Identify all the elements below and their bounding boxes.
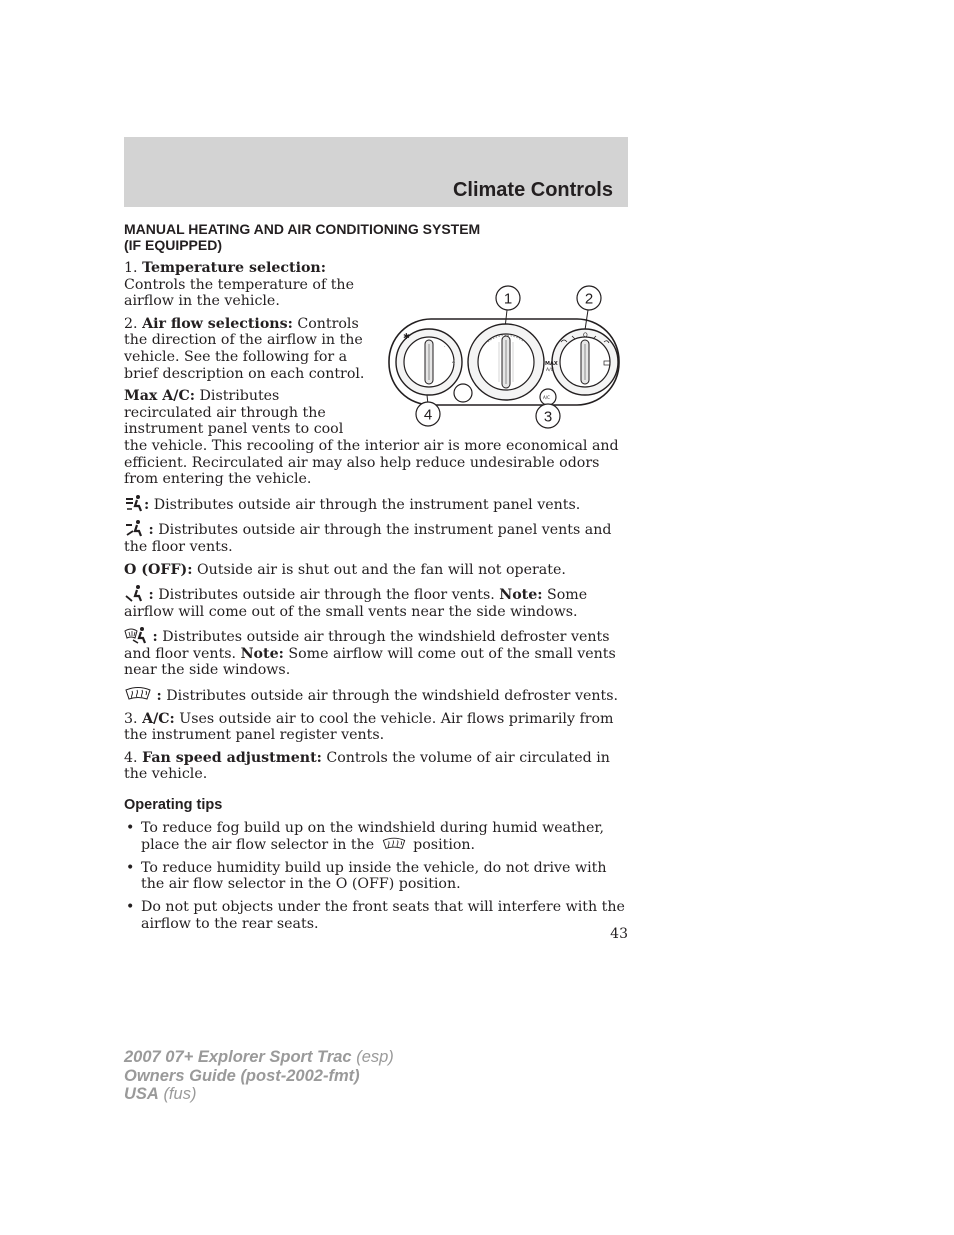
defrost-icon [379,836,409,852]
ac-item: 3. A/C: Uses outside air to cool the vehicle. Air flows primarily from the instrument panel register vents. [124,710,614,744]
airflow-selections-label: Air flow selections: [142,315,293,332]
main-content [124,221,628,938]
list-item: • Do not put objects under the front seats that will interfere with the airflow to the rear seats. [126,899,625,932]
footer-line2: Owners Guide (post-2002-fmt) [124,1066,360,1085]
header-band [124,137,628,207]
svg-text:3: 3 [543,408,553,426]
fan-speed-item: 4. Fan speed adjustment: Controls the volume of air circulated in the vehicle. [124,749,610,783]
fan-speed-knob [396,329,462,395]
defrost-icon [124,685,152,703]
operating-tips-title: Operating tips [124,797,223,814]
svg-text:1: 1 [503,290,513,308]
off-label: O [583,332,588,339]
max-ac-label: Max A/C: [124,388,196,405]
list-item: • To reduce humidity build up inside the vehicle, do not drive with the air flow selector in the O (OFF) position. [126,859,607,893]
floor-defrost-item: : Distributes outside air through the windshield defroster vents and floor vents. Note: Some airflow will come out of the small vents near the side windows. [124,626,628,679]
panel-floor-vent-item: : Distributes outside air through the instrument panel vents and the floor vents. [124,519,628,555]
svg-text:4: 4 [423,406,433,424]
off-label: O (OFF): [124,561,193,578]
ac-button-label: A/C [543,395,550,400]
svg-text:2: 2 [584,290,594,308]
floor-defrost-icon [124,626,148,644]
defrost-item: : Distributes outside air through the windshield defroster vents. [124,685,628,705]
page-title: Climate Controls [452,179,613,201]
callout-4 [416,402,440,426]
off-item: O (OFF): Outside air is shut out and the fan will not operate. [124,561,566,578]
callout-1 [496,286,520,310]
callout-2 [577,286,601,310]
temperature-selection-label: Temperature selection: [142,260,326,276]
max-ac-item: Max A/C: Distributes recirculated air through the instrument panel vents to cool the vehicle. This recooling of the interior air is more economical and efficient. Recirculated air may also help reduce undesirable odors from entering the vehicle. [124,388,619,488]
climate-control-panel-figure [375,282,630,432]
section-title-line2: (IF EQUIPPED) [124,237,223,253]
floor-vent-icon [124,584,144,602]
fan-speed-label: Fan speed adjustment: [142,749,322,766]
max-ac-label: A/C [546,368,554,373]
callout-3 [536,404,560,428]
ac-label: A/C: [142,710,175,727]
recirc-button-shape [454,384,472,402]
operating-tips-list [124,820,628,933]
panel-vent-icon [124,494,144,512]
svg-text:✱: ✱ [403,332,410,341]
footer [124,1048,394,1104]
section-title [124,221,628,253]
page-number: 43 [610,926,628,942]
temperature-selection-item: 1. Temperature selection: Controls the temperature of the airflow in the vehicle. [124,260,354,310]
panel-floor-vent-icon [124,519,144,537]
svg-text:·: · [444,344,446,350]
panel-vent-item: : Distributes outside air through the instrument panel vents. [124,494,628,514]
section-title-line1: MANUAL HEATING AND AIR CONDITIONING SYSTEM [124,221,481,237]
floor-vent-item: : Distributes outside air through the floor vents. Note: Some airflow will come out of the small vents near the side windows. [124,584,628,620]
svg-text:4: 4 [452,360,456,366]
footer-line1: 2007 07+ Explorer Sport Trac (esp) [124,1048,394,1066]
max-label: MAX [545,361,558,367]
airflow-selections-item: 2. Air flow selections: Controls the direction of the airflow in the vehicle. See the following for a brief description on each control. [124,315,365,382]
temperature-knob [468,324,544,400]
footer-line3: USA (fus) [124,1085,197,1103]
list-item: • To reduce fog build up on the windshield during humid weather, place the air flow selector in the position. [126,819,605,854]
